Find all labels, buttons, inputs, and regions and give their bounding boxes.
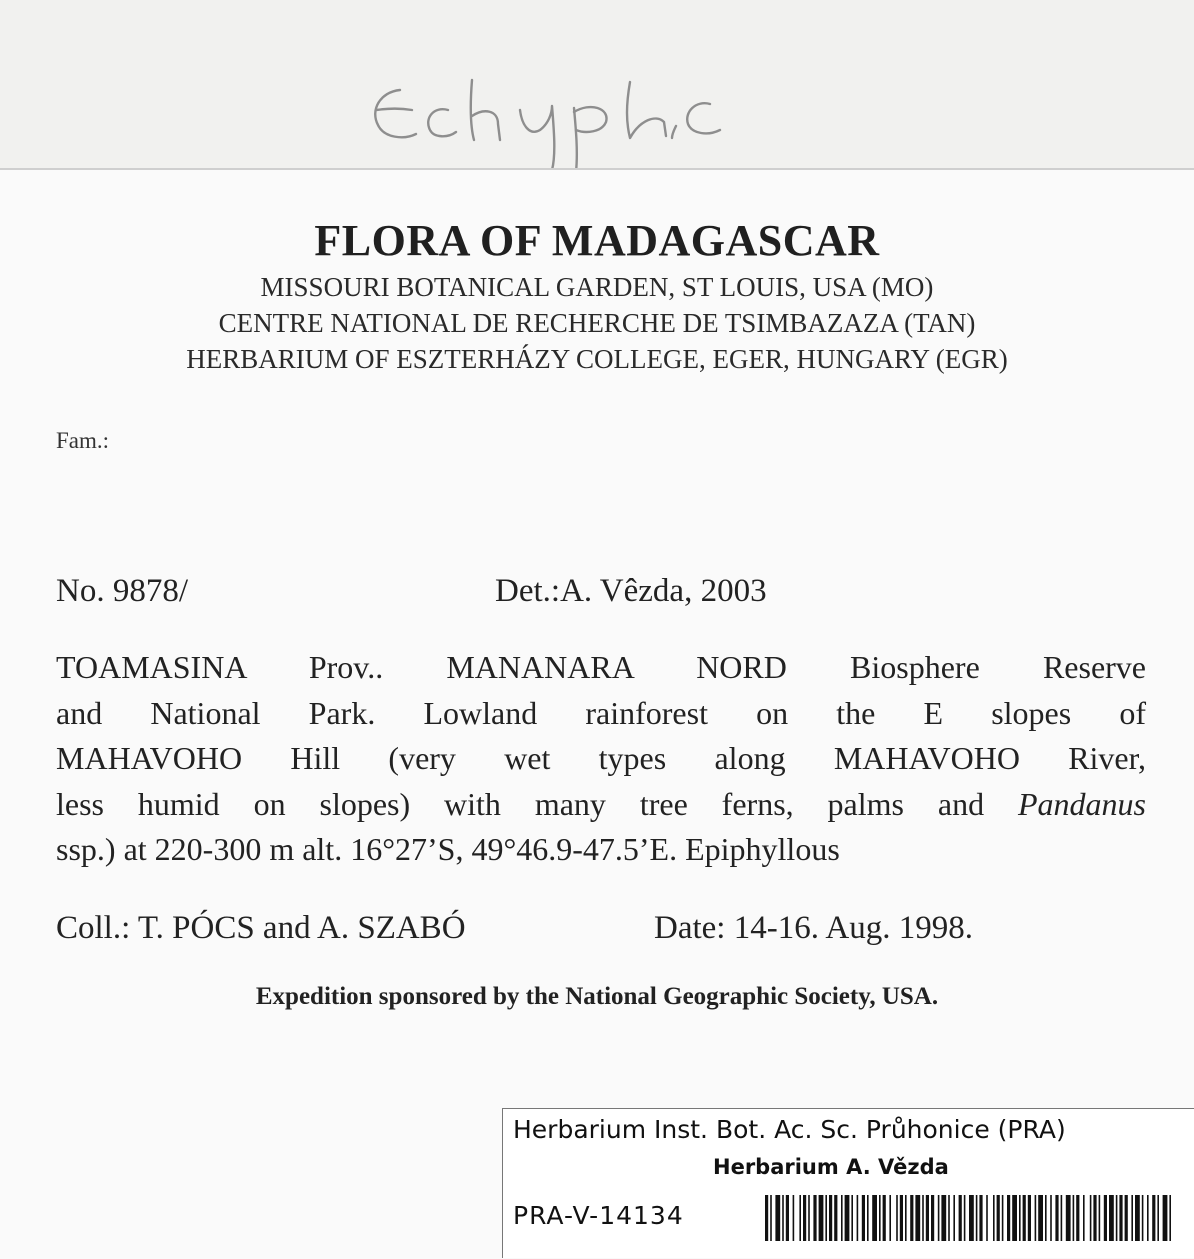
determination: Det.:A. Vêzda, 2003 <box>495 573 767 609</box>
handwritten-annotation <box>360 60 760 180</box>
locality-description <box>56 645 1146 873</box>
locality-line: TOAMASINA Prov.. MANANARA NORD Biosphere Reserve <box>56 649 1146 685</box>
herbarium-collection: Herbarium A. Vězda <box>713 1155 949 1179</box>
locality-line-text: less humid on slopes) with many tree ferns, palms and <box>56 785 1018 822</box>
barcode-icon <box>765 1195 1175 1241</box>
institution-line: CENTRE NATIONAL DE RECHERCHE DE TSIMBAZAZA (TAN) <box>218 308 976 338</box>
locality-line: ssp.) at 220-300 m alt. 16°27’S, 49°46.9-47.5’E. Epiphyllous <box>56 831 840 867</box>
sponsor-line: Expedition sponsored by the National Geographic Society, USA. <box>255 983 939 1010</box>
specimen-id: PRA-V-14134 <box>513 1201 684 1230</box>
locality-line <box>56 782 1146 828</box>
genus-name: Pandanus <box>1018 785 1146 822</box>
locality-line: and National Park. Lowland rainforest on the E slopes of <box>56 694 1146 731</box>
label-title: FLORA OF MADAGASCAR <box>314 216 880 265</box>
family-field: Fam.: <box>56 428 110 453</box>
institution-line: MISSOURI BOTANICAL GARDEN, ST LOUIS, USA (MO) <box>260 272 934 302</box>
herbarium-sticker <box>502 1108 1194 1258</box>
herbarium-institution: Herbarium Inst. Bot. Ac. Sc. Průhonice (PRA) <box>513 1115 1066 1144</box>
collection-number: No. 9878/ <box>56 573 188 609</box>
collection-date: Date: 14-16. Aug. 1998. <box>654 910 973 946</box>
collectors: Coll.: T. PÓCS and A. SZABÓ <box>56 910 466 946</box>
locality-line: MAHAVOHO Hill (very wet types along MAHAVOHO River, <box>56 740 1146 776</box>
institution-line: HERBARIUM OF ESZTERHÁZY COLLEGE, EGER, HUNGARY (EGR) <box>186 344 1008 374</box>
